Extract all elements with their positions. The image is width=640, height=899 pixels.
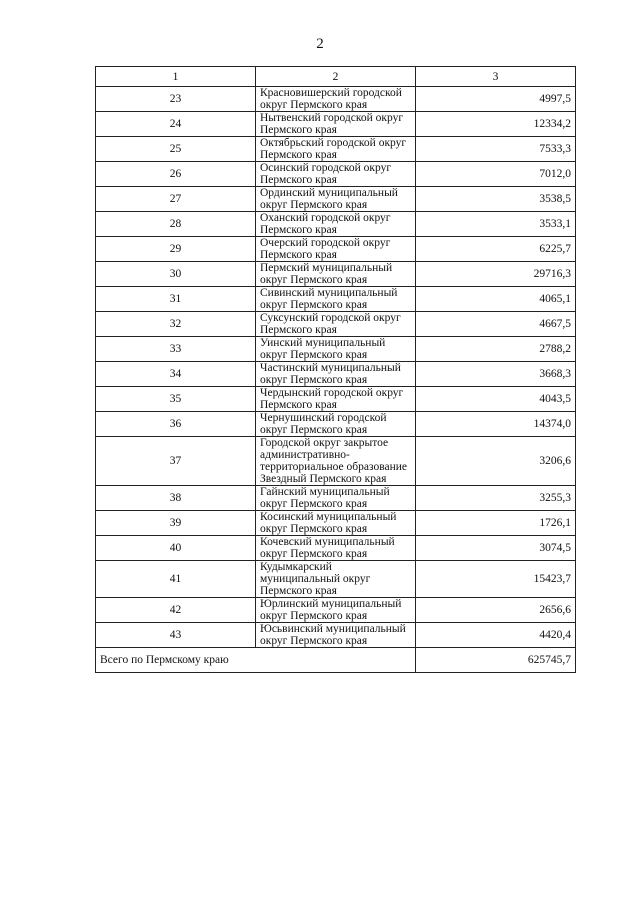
row-name: Городской округ закрытое административно-территориальное образование Звездный Пермского края [256, 437, 416, 486]
table-row [96, 337, 576, 362]
table-row [96, 112, 576, 137]
allocation-table [95, 66, 576, 673]
table-row [96, 287, 576, 312]
row-value: 3255,3 [416, 486, 576, 511]
row-number: 29 [96, 237, 256, 262]
total-value: 625745,7 [416, 648, 576, 673]
row-number: 32 [96, 312, 256, 337]
row-value: 4065,1 [416, 287, 576, 312]
row-value: 7012,0 [416, 162, 576, 187]
row-name: Юрлинский муниципальный округ Пермского края [256, 598, 416, 623]
row-value: 4420,4 [416, 623, 576, 648]
column-header-number: 1 [96, 67, 256, 87]
row-number: 31 [96, 287, 256, 312]
table-row [96, 437, 576, 486]
row-name: Косинский муниципальный округ Пермского края [256, 511, 416, 536]
row-name: Красновишерский городской округ Пермского края [256, 87, 416, 112]
row-value: 3074,5 [416, 536, 576, 561]
table-row [96, 237, 576, 262]
row-name: Оханский городской округ Пермского края [256, 212, 416, 237]
row-name: Кочевский муниципальный округ Пермского края [256, 536, 416, 561]
total-label: Всего по Пермскому краю [96, 648, 416, 673]
table-row [96, 511, 576, 536]
table-row [96, 598, 576, 623]
row-number: 27 [96, 187, 256, 212]
row-value: 1726,1 [416, 511, 576, 536]
row-name: Пермский муниципальный округ Пермского края [256, 262, 416, 287]
table-row [96, 536, 576, 561]
row-value: 3668,3 [416, 362, 576, 387]
table-row [96, 162, 576, 187]
row-number: 30 [96, 262, 256, 287]
row-value: 4667,5 [416, 312, 576, 337]
row-number: 33 [96, 337, 256, 362]
row-number: 28 [96, 212, 256, 237]
row-name: Суксунский городской округ Пермского края [256, 312, 416, 337]
row-value: 2656,6 [416, 598, 576, 623]
row-value: 12334,2 [416, 112, 576, 137]
row-number: 26 [96, 162, 256, 187]
total-row [96, 648, 576, 673]
table-row [96, 623, 576, 648]
row-name: Чердынский городской округ Пермского края [256, 387, 416, 412]
table-row [96, 387, 576, 412]
row-name: Октябрьский городской округ Пермского края [256, 137, 416, 162]
table-row [96, 412, 576, 437]
table-body [96, 67, 576, 648]
table-row [96, 561, 576, 598]
row-number: 37 [96, 437, 256, 486]
row-value: 14374,0 [416, 412, 576, 437]
row-value: 29716,3 [416, 262, 576, 287]
page-number: 2 [316, 36, 324, 52]
row-name: Юсьвинский муниципальный округ Пермского края [256, 623, 416, 648]
row-number: 38 [96, 486, 256, 511]
table-row [96, 187, 576, 212]
row-number: 24 [96, 112, 256, 137]
table-row [96, 87, 576, 112]
row-number: 34 [96, 362, 256, 387]
row-name: Осинский городской округ Пермского края [256, 162, 416, 187]
row-name: Чернушинский городской округ Пермского края [256, 412, 416, 437]
row-name: Кудымкарский муниципальный округ Пермского края [256, 561, 416, 598]
table-header-row [96, 67, 576, 87]
row-value: 2788,2 [416, 337, 576, 362]
row-value: 7533,3 [416, 137, 576, 162]
table-row [96, 312, 576, 337]
row-number: 39 [96, 511, 256, 536]
row-number: 25 [96, 137, 256, 162]
row-name: Нытвенский городской округ Пермского края [256, 112, 416, 137]
row-number: 23 [96, 87, 256, 112]
table-row [96, 262, 576, 287]
table-row [96, 137, 576, 162]
row-name: Гайнский муниципальный округ Пермского края [256, 486, 416, 511]
column-header-value: 3 [416, 67, 576, 87]
row-name: Очерский городской округ Пермского края [256, 237, 416, 262]
table-row [96, 486, 576, 511]
row-number: 35 [96, 387, 256, 412]
table-row [96, 212, 576, 237]
table-row [96, 362, 576, 387]
row-value: 3538,5 [416, 187, 576, 212]
row-number: 43 [96, 623, 256, 648]
row-name: Частинский муниципальный округ Пермского края [256, 362, 416, 387]
row-value: 3533,1 [416, 212, 576, 237]
column-header-name: 2 [256, 67, 416, 87]
row-value: 15423,7 [416, 561, 576, 598]
row-value: 6225,7 [416, 237, 576, 262]
row-number: 40 [96, 536, 256, 561]
row-value: 4997,5 [416, 87, 576, 112]
row-name: Сивинский муниципальный округ Пермского края [256, 287, 416, 312]
row-number: 41 [96, 561, 256, 598]
row-value: 4043,5 [416, 387, 576, 412]
row-number: 42 [96, 598, 256, 623]
row-value: 3206,6 [416, 437, 576, 486]
row-name: Ординский муниципальный округ Пермского края [256, 187, 416, 212]
row-number: 36 [96, 412, 256, 437]
row-name: Уинский муниципальный округ Пермского края [256, 337, 416, 362]
